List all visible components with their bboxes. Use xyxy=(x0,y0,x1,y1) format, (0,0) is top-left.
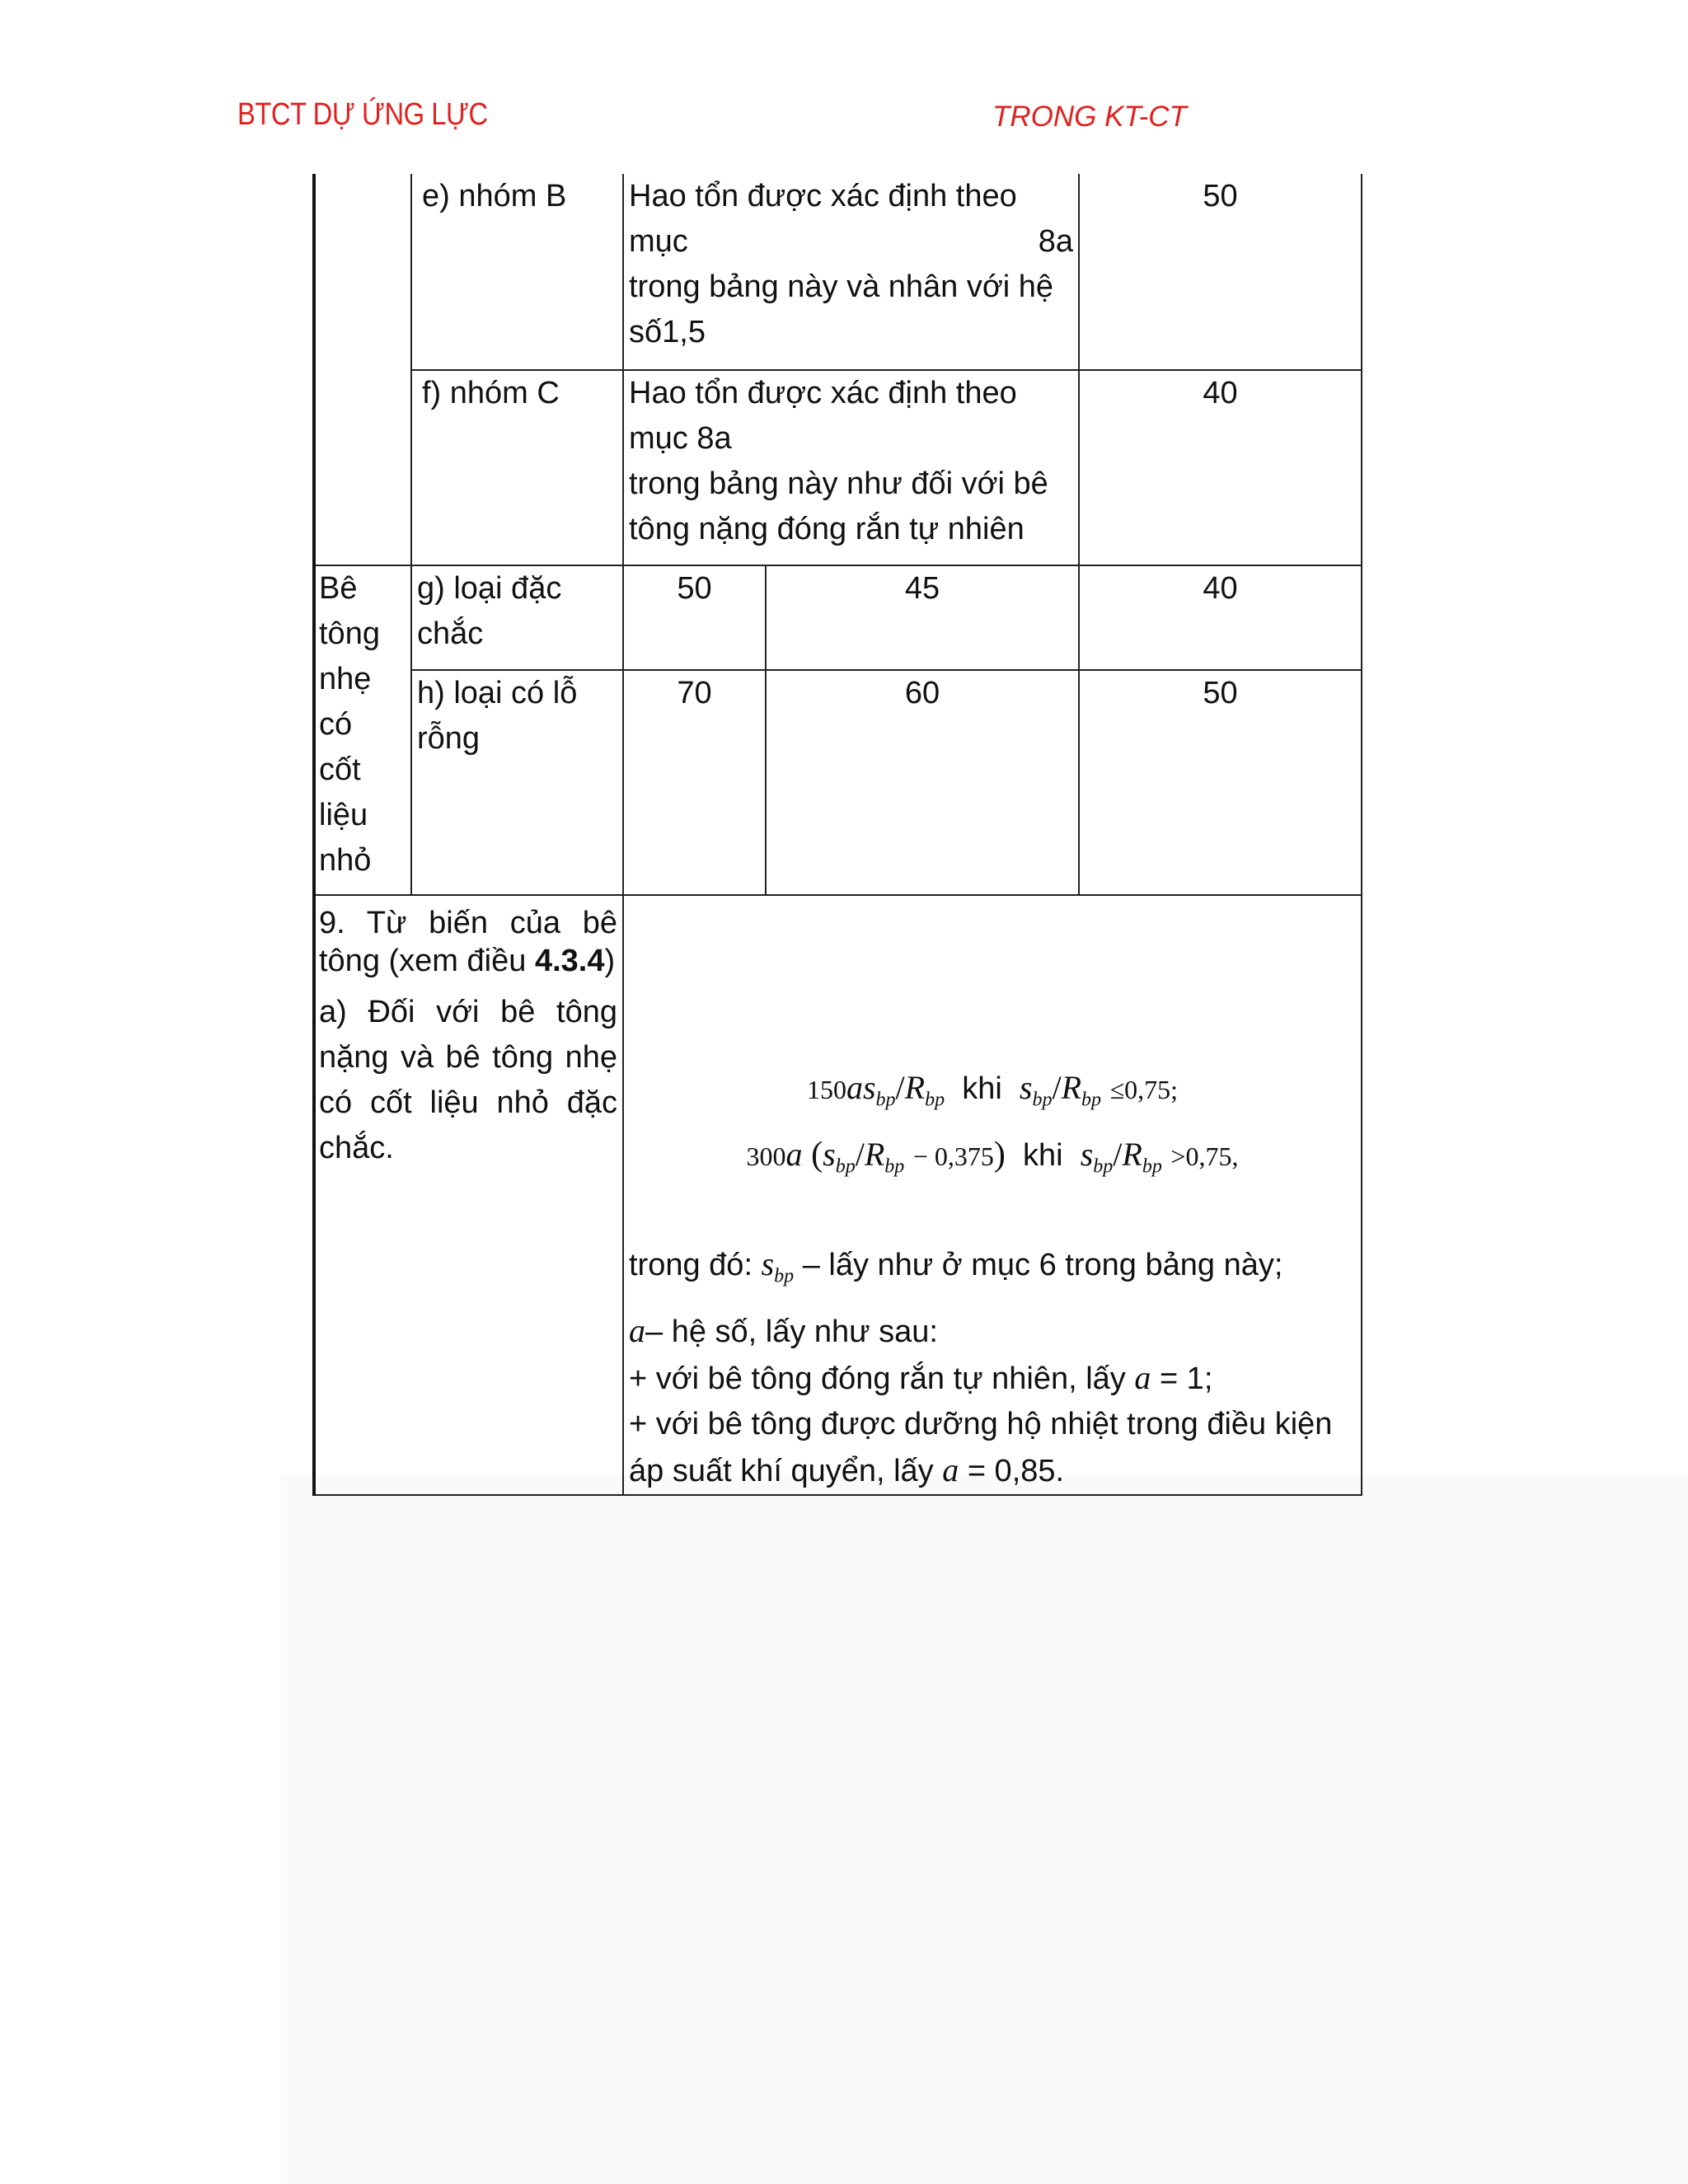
row-h-label-line1: h) loại có lỗ xyxy=(417,676,578,710)
page-bottom-shade xyxy=(280,1475,1688,2184)
f1-alpha: a xyxy=(846,1069,863,1106)
row-e-desc-line4: số1,5 xyxy=(629,315,706,349)
f2-R-2-sub: bp xyxy=(1142,1155,1162,1178)
where-sigma-sub: bp xyxy=(774,1265,795,1287)
row-e-desc-line2b: 8a xyxy=(1038,224,1073,259)
group-light-concrete xyxy=(314,565,411,895)
f2-R-sub: bp xyxy=(884,1155,905,1178)
group-line-1: Bê xyxy=(319,571,358,606)
row-e-desc-line3: trong bảng này và nhân với hệ xyxy=(629,269,1054,304)
f1-R-2: R xyxy=(1061,1069,1082,1106)
f1-sigma-2-sub: bp xyxy=(1032,1089,1053,1111)
f2-R: R xyxy=(864,1135,885,1173)
f1-R: R xyxy=(904,1069,926,1106)
f2-open-paren: ( xyxy=(811,1135,823,1174)
row-f-desc-line2: mục 8a xyxy=(629,421,732,456)
table-row-e xyxy=(314,174,1362,370)
table-row-g xyxy=(314,565,1362,670)
bullet-2-symbol: a xyxy=(942,1451,959,1488)
where-text: – lấy như ở mục 6 trong bảng này; xyxy=(802,1248,1283,1283)
where-sigma: s xyxy=(761,1245,775,1283)
group-line-6: liệu xyxy=(319,798,368,832)
group-line-7: nhỏ xyxy=(319,843,372,878)
table-row-9 xyxy=(314,895,1362,1495)
f1-coef: 150 xyxy=(806,1075,846,1104)
row-h-value-1: 70 xyxy=(623,670,766,895)
f1-slash: / xyxy=(895,1069,905,1106)
group-line-3: nhẹ xyxy=(319,662,372,696)
row-f-desc-line4: tông nặng đóng rắn tự nhiên xyxy=(629,512,1025,546)
group-line-4: có xyxy=(319,707,353,742)
formula-top-space xyxy=(629,896,1356,1061)
f1-sigma: s xyxy=(862,1069,876,1106)
creep-loss-table xyxy=(312,174,1362,1496)
f2-slash-2: / xyxy=(1113,1135,1123,1173)
row-g-value-1: 50 xyxy=(623,565,766,670)
row-g-label-line1: g) loại đặc xyxy=(417,571,562,606)
f1-end: ; xyxy=(1170,1075,1179,1104)
row-f-desc-line3: trong bảng này như đối với bê xyxy=(629,466,1048,501)
row-9-title xyxy=(319,904,617,980)
bullet-2-line2 xyxy=(629,1447,1356,1494)
table-row-h xyxy=(314,670,1362,895)
f1-R-sub: bp xyxy=(925,1089,945,1111)
row-9-title-text: 9. Từ biến của bê tông (xem điều xyxy=(319,906,617,978)
header-right-title: TRONG KT-CT xyxy=(992,101,1187,133)
group-line-5: cốt xyxy=(319,752,361,787)
bullet-1-value: = 1; xyxy=(1159,1361,1213,1396)
f2-alpha: a xyxy=(785,1135,803,1173)
row-h-value-3: 50 xyxy=(1079,670,1362,895)
f1-khi: khi xyxy=(962,1071,1002,1106)
row-e-label: e) nhóm B xyxy=(411,174,623,370)
row-g-value-3: 40 xyxy=(1079,565,1362,670)
f1-condition: ≤0,75 xyxy=(1109,1075,1171,1104)
table-row-f xyxy=(314,370,1362,565)
row-9-formula-cell xyxy=(623,895,1362,1495)
row-e-value: 50 xyxy=(1079,174,1362,370)
f2-slash: / xyxy=(855,1135,865,1173)
header-left-title: BTCT DỰ ỨNG LỰC xyxy=(237,97,488,132)
bullet-1-symbol: a xyxy=(1134,1358,1151,1396)
bullet-1 xyxy=(629,1355,1356,1402)
row-h-label xyxy=(411,670,623,895)
row-h-label-line2: rỗng xyxy=(417,721,481,756)
f2-khi: khi xyxy=(1022,1137,1063,1173)
f1-sigma-sub: bp xyxy=(875,1089,896,1111)
formula-line-2 xyxy=(629,1127,1356,1194)
f2-minus: − 0,375 xyxy=(912,1141,994,1171)
row-9-title-close: ) xyxy=(604,944,616,978)
f2-coef: 300 xyxy=(746,1141,786,1171)
f2-close-paren: ) xyxy=(993,1135,1006,1174)
bullet-2-value: = 0,85. xyxy=(967,1453,1065,1488)
row-e-desc-line2 xyxy=(629,219,1073,265)
row-f-value: 40 xyxy=(1079,370,1362,565)
row-f-label: f) nhóm C xyxy=(411,370,623,565)
alpha-symbol: a xyxy=(629,1311,645,1349)
row-g-label-line2: chắc xyxy=(417,616,484,651)
row-g-label xyxy=(411,565,623,670)
f2-R-2: R xyxy=(1122,1135,1142,1173)
f2-sigma-sub: bp xyxy=(835,1155,856,1178)
row-e-desc-line2a: mục xyxy=(629,224,688,259)
row-h-value-2: 60 xyxy=(766,670,1079,895)
f2-sigma-2-sub: bp xyxy=(1093,1155,1114,1178)
row-f-description xyxy=(623,370,1079,565)
row-9-title-cell xyxy=(314,895,623,1495)
bullet-2-text: áp suất khí quyển, lấy xyxy=(629,1453,934,1488)
group-line-2: tông xyxy=(319,616,380,651)
f2-end: , xyxy=(1231,1141,1239,1171)
alpha-line xyxy=(629,1308,1356,1355)
bullet-2-line1: + với bê tông được dưỡng hộ nhiệt trong điều kiện xyxy=(629,1406,1333,1441)
formula-gap xyxy=(629,1193,1356,1241)
alpha-text: – hệ số, lấy như sau: xyxy=(645,1314,938,1349)
f1-slash-2: / xyxy=(1052,1069,1062,1106)
row-e-description xyxy=(623,174,1079,370)
row-f-desc-line1: Hao tổn được xác định theo xyxy=(629,376,1017,410)
group-cell-empty xyxy=(314,174,411,565)
f2-sigma: s xyxy=(823,1135,836,1173)
where-prefix: trong đó: xyxy=(629,1248,753,1283)
f1-sigma-2: s xyxy=(1019,1069,1033,1106)
row-9-clause-ref: 4.3.4 xyxy=(534,944,605,978)
bullet-1-text: + với bê tông đóng rắn tự nhiên, lấy xyxy=(629,1361,1126,1396)
row-e-desc-line1: Hao tổn được xác định theo xyxy=(629,179,1017,213)
formula-line-1 xyxy=(629,1061,1356,1127)
row-g-value-2: 45 xyxy=(766,565,1079,670)
f2-sigma-2: s xyxy=(1080,1135,1094,1173)
f2-condition: >0,75 xyxy=(1170,1141,1232,1171)
row-9-sub-a: a) Đối với bê tông nặng và bê tông nhẹ có cốt liệu nhỏ đặc chắc. xyxy=(319,995,617,1165)
f1-R-2-sub: bp xyxy=(1081,1089,1102,1111)
where-line xyxy=(629,1241,1356,1300)
